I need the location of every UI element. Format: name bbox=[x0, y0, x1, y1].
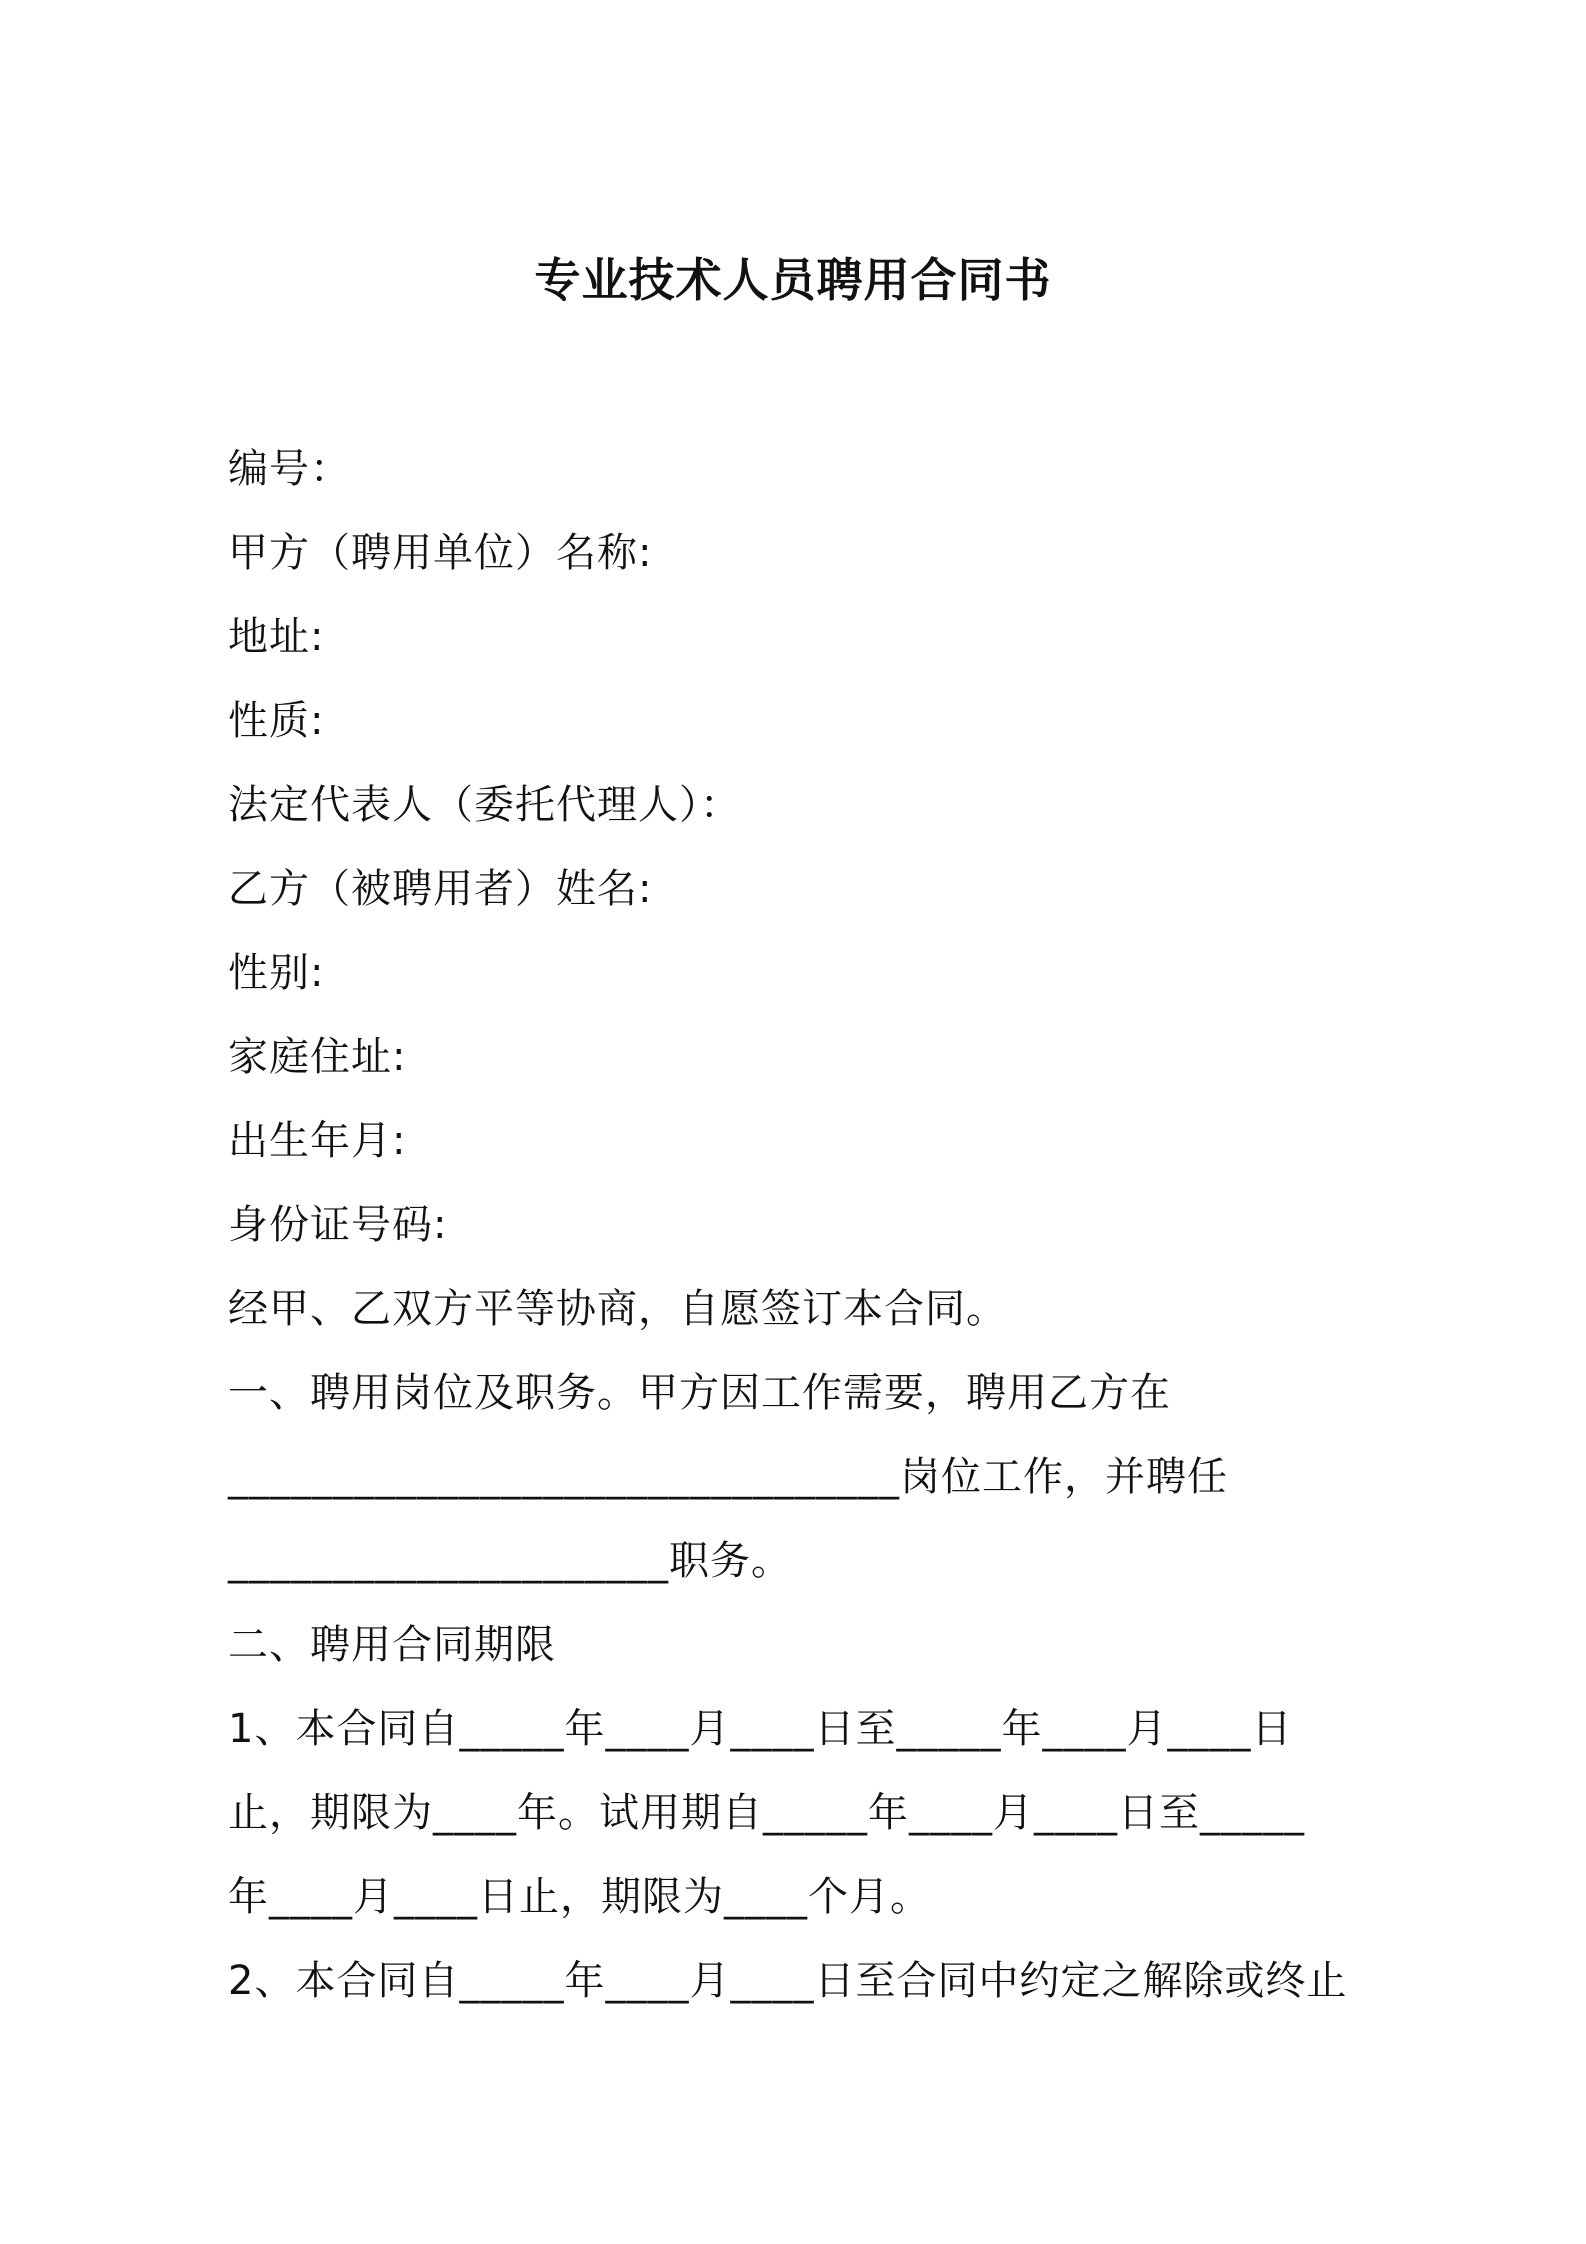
section-1-position-line: ________________________________岗位工作，并聘任 bbox=[228, 1454, 1228, 1500]
section-2-heading: 二、聘用合同期限 bbox=[228, 1622, 556, 1668]
field-home-address: 家庭住址: bbox=[228, 1034, 407, 1080]
field-legal-representative: 法定代表人（委托代理人）： bbox=[228, 782, 741, 828]
clause-2-1-line-2: 止，期限为____年。试用期自_____年____月____日至_____ bbox=[228, 1790, 1305, 1836]
field-party-a-name: 甲方（聘用单位）名称: bbox=[228, 530, 653, 576]
clause-2-1-line-3: 年____月____日止，期限为____个月。 bbox=[228, 1874, 931, 1920]
field-contract-number: 编号： bbox=[228, 446, 351, 492]
clause-2-2-line-1: 2、本合同自_____年____月____日至合同中约定之解除或终止 bbox=[228, 1958, 1348, 2004]
field-party-b-name: 乙方（被聘用者）姓名: bbox=[228, 866, 653, 912]
clause-2-1-line-1: 1、本合同自_____年____月____日至_____年____月____日 bbox=[228, 1706, 1293, 1752]
field-birth-date: 出生年月: bbox=[228, 1118, 407, 1164]
field-address: 地址: bbox=[228, 614, 325, 660]
section-1-heading: 一、聘用岗位及职务。甲方因工作需要，聘用乙方在 bbox=[228, 1370, 1171, 1416]
field-gender: 性别: bbox=[228, 950, 325, 996]
agreement-statement: 经甲、乙双方平等协商，自愿签订本合同。 bbox=[228, 1286, 1007, 1332]
field-id-number: 身份证号码: bbox=[228, 1202, 448, 1248]
document-title: 专业技术人员聘用合同书 bbox=[534, 253, 1052, 307]
field-nature: 性质: bbox=[228, 698, 325, 744]
section-1-duty-line: _____________________职务。 bbox=[228, 1538, 792, 1584]
